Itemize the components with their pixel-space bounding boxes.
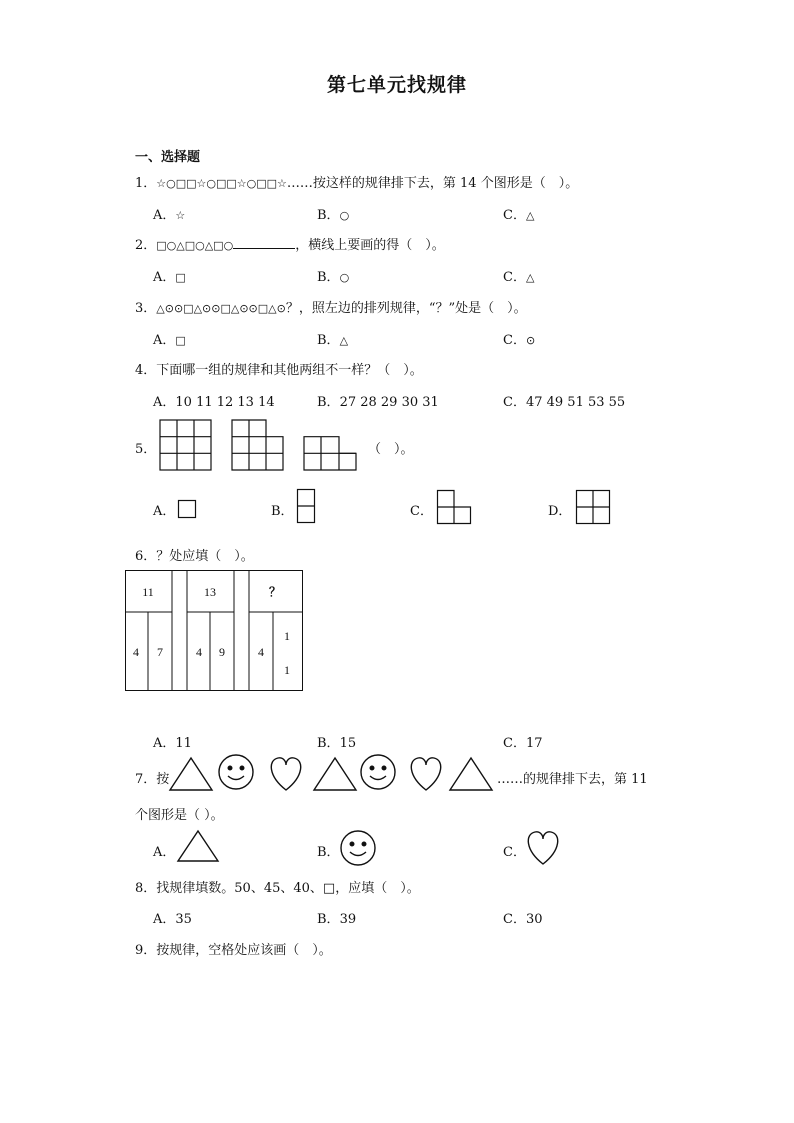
shape-sequence: □○△□○△□○: [156, 239, 234, 252]
page-title: 第七单元找规律: [326, 74, 467, 96]
question-6: [135, 545, 254, 564]
table-cell: 1: [284, 629, 290, 643]
question-number: 1．: [135, 176, 157, 191]
q7-option-b-label[interactable]: B．: [317, 845, 340, 860]
table-cell-unknown: ？: [268, 585, 282, 599]
q2-option-c[interactable]: C．△: [503, 270, 535, 285]
q5-option-a-figure[interactable]: [178, 500, 198, 520]
question-1: [135, 172, 578, 191]
q8-option-c[interactable]: C．30: [503, 912, 543, 927]
question-number: 9．: [135, 943, 157, 958]
q7-option-b-smiley-icon[interactable]: [339, 829, 379, 869]
triangle-icon: [314, 758, 356, 790]
question-text: ……按这样的规律排下去，第 14 个图形是（ ）。: [286, 176, 579, 191]
shape-sequence: ☆○□□☆○□□☆○□□☆: [156, 177, 287, 190]
triangle-icon: [170, 758, 212, 790]
question-text: ，横线上要画的得（ ）。: [295, 238, 445, 253]
q1-option-a[interactable]: A．☆: [153, 208, 186, 223]
q5-option-a-label[interactable]: A．: [153, 504, 176, 519]
question-5-number: 5．: [135, 442, 157, 457]
question-number: 4．: [135, 363, 157, 378]
question-text: 按规律，空格处应该画（ ）。: [156, 943, 332, 958]
smiley-icon: [361, 755, 395, 789]
question-3: [135, 297, 527, 316]
question-5-text: （ ）。: [368, 442, 414, 457]
table-cell: 4: [258, 645, 264, 659]
q8-option-b[interactable]: B．39: [317, 912, 357, 927]
table-cell: 4: [196, 645, 202, 659]
question-2: [135, 234, 445, 253]
shape-sequence: △⊙⊙□△⊙⊙□△⊙⊙□△⊙: [156, 302, 286, 315]
q4-option-a[interactable]: A．10 11 12 13 14: [153, 395, 275, 410]
question-text: ？处应填（ ）。: [156, 549, 254, 564]
question-number: 6．: [135, 549, 157, 564]
q5-option-c-label[interactable]: C．: [410, 504, 433, 519]
question-number: 8．: [135, 881, 157, 896]
question-text: 找规律填数。50、45、40、□，应填（ ）。: [156, 881, 420, 896]
q5-grid-figures: [159, 419, 359, 471]
question-number: 2．: [135, 238, 157, 253]
q3-option-c[interactable]: C．⊙: [503, 333, 536, 348]
q6-number-table: [125, 570, 305, 694]
q7-option-a-label[interactable]: A．: [153, 845, 176, 860]
heart-icon: [271, 758, 300, 790]
question-text: 下面哪一组的规律和其他两组不一样？（ ）。: [156, 363, 423, 378]
q4-option-b[interactable]: B．27 28 29 30 31: [317, 395, 439, 410]
question-number: 7．: [135, 772, 157, 787]
question-7-line2: 个图形是（ ）。: [135, 808, 224, 823]
section-heading: 一、选择题: [135, 150, 201, 165]
table-cell: 1: [284, 663, 290, 677]
q6-option-a[interactable]: A．11: [153, 736, 192, 751]
q7-option-c-label[interactable]: C．: [503, 845, 526, 860]
table-cell: 4: [133, 645, 139, 659]
q7-option-c-heart-icon[interactable]: [524, 828, 564, 868]
question-8: [135, 877, 420, 896]
answer-blank: [233, 236, 295, 249]
q7-shape-sequence: [168, 752, 498, 796]
q8-option-a[interactable]: A．35: [153, 912, 192, 927]
heart-icon: [411, 758, 440, 790]
q5-option-b-label[interactable]: B．: [271, 504, 294, 519]
q5-option-d-figure[interactable]: [576, 490, 612, 526]
question-9: [135, 939, 332, 958]
q4-option-c[interactable]: C．47 49 51 53 55: [503, 395, 626, 410]
q6-option-c[interactable]: C．17: [503, 736, 543, 751]
question-text: ？，照左边的排列规律，“？”处是（ ）。: [285, 301, 527, 316]
q6-option-b[interactable]: B．15: [317, 736, 357, 751]
question-number: 3．: [135, 301, 157, 316]
table-cell: 11: [142, 585, 154, 599]
smiley-icon: [219, 755, 253, 789]
q5-option-d-label[interactable]: D．: [548, 504, 572, 519]
q5-option-c-figure[interactable]: [437, 490, 473, 526]
table-cell: 7: [157, 645, 163, 659]
q3-option-a[interactable]: A．□: [153, 333, 186, 348]
q1-option-b[interactable]: B．○: [317, 208, 350, 223]
table-cell: 9: [219, 645, 225, 659]
q3-option-b[interactable]: B．△: [317, 333, 349, 348]
triangle-icon: [450, 758, 492, 790]
q2-option-a[interactable]: A．□: [153, 270, 186, 285]
table-cell: 13: [204, 585, 216, 599]
question-7-suffix: ……的规律排下去，第 11: [497, 772, 648, 787]
q1-option-c[interactable]: C．△: [503, 208, 535, 223]
q5-option-b-figure[interactable]: [297, 489, 317, 525]
question-4: [135, 359, 423, 378]
question-7-prefix: 7．按: [135, 772, 170, 787]
q7-option-a-triangle-icon[interactable]: [176, 828, 222, 864]
q2-option-b[interactable]: B．○: [317, 270, 350, 285]
